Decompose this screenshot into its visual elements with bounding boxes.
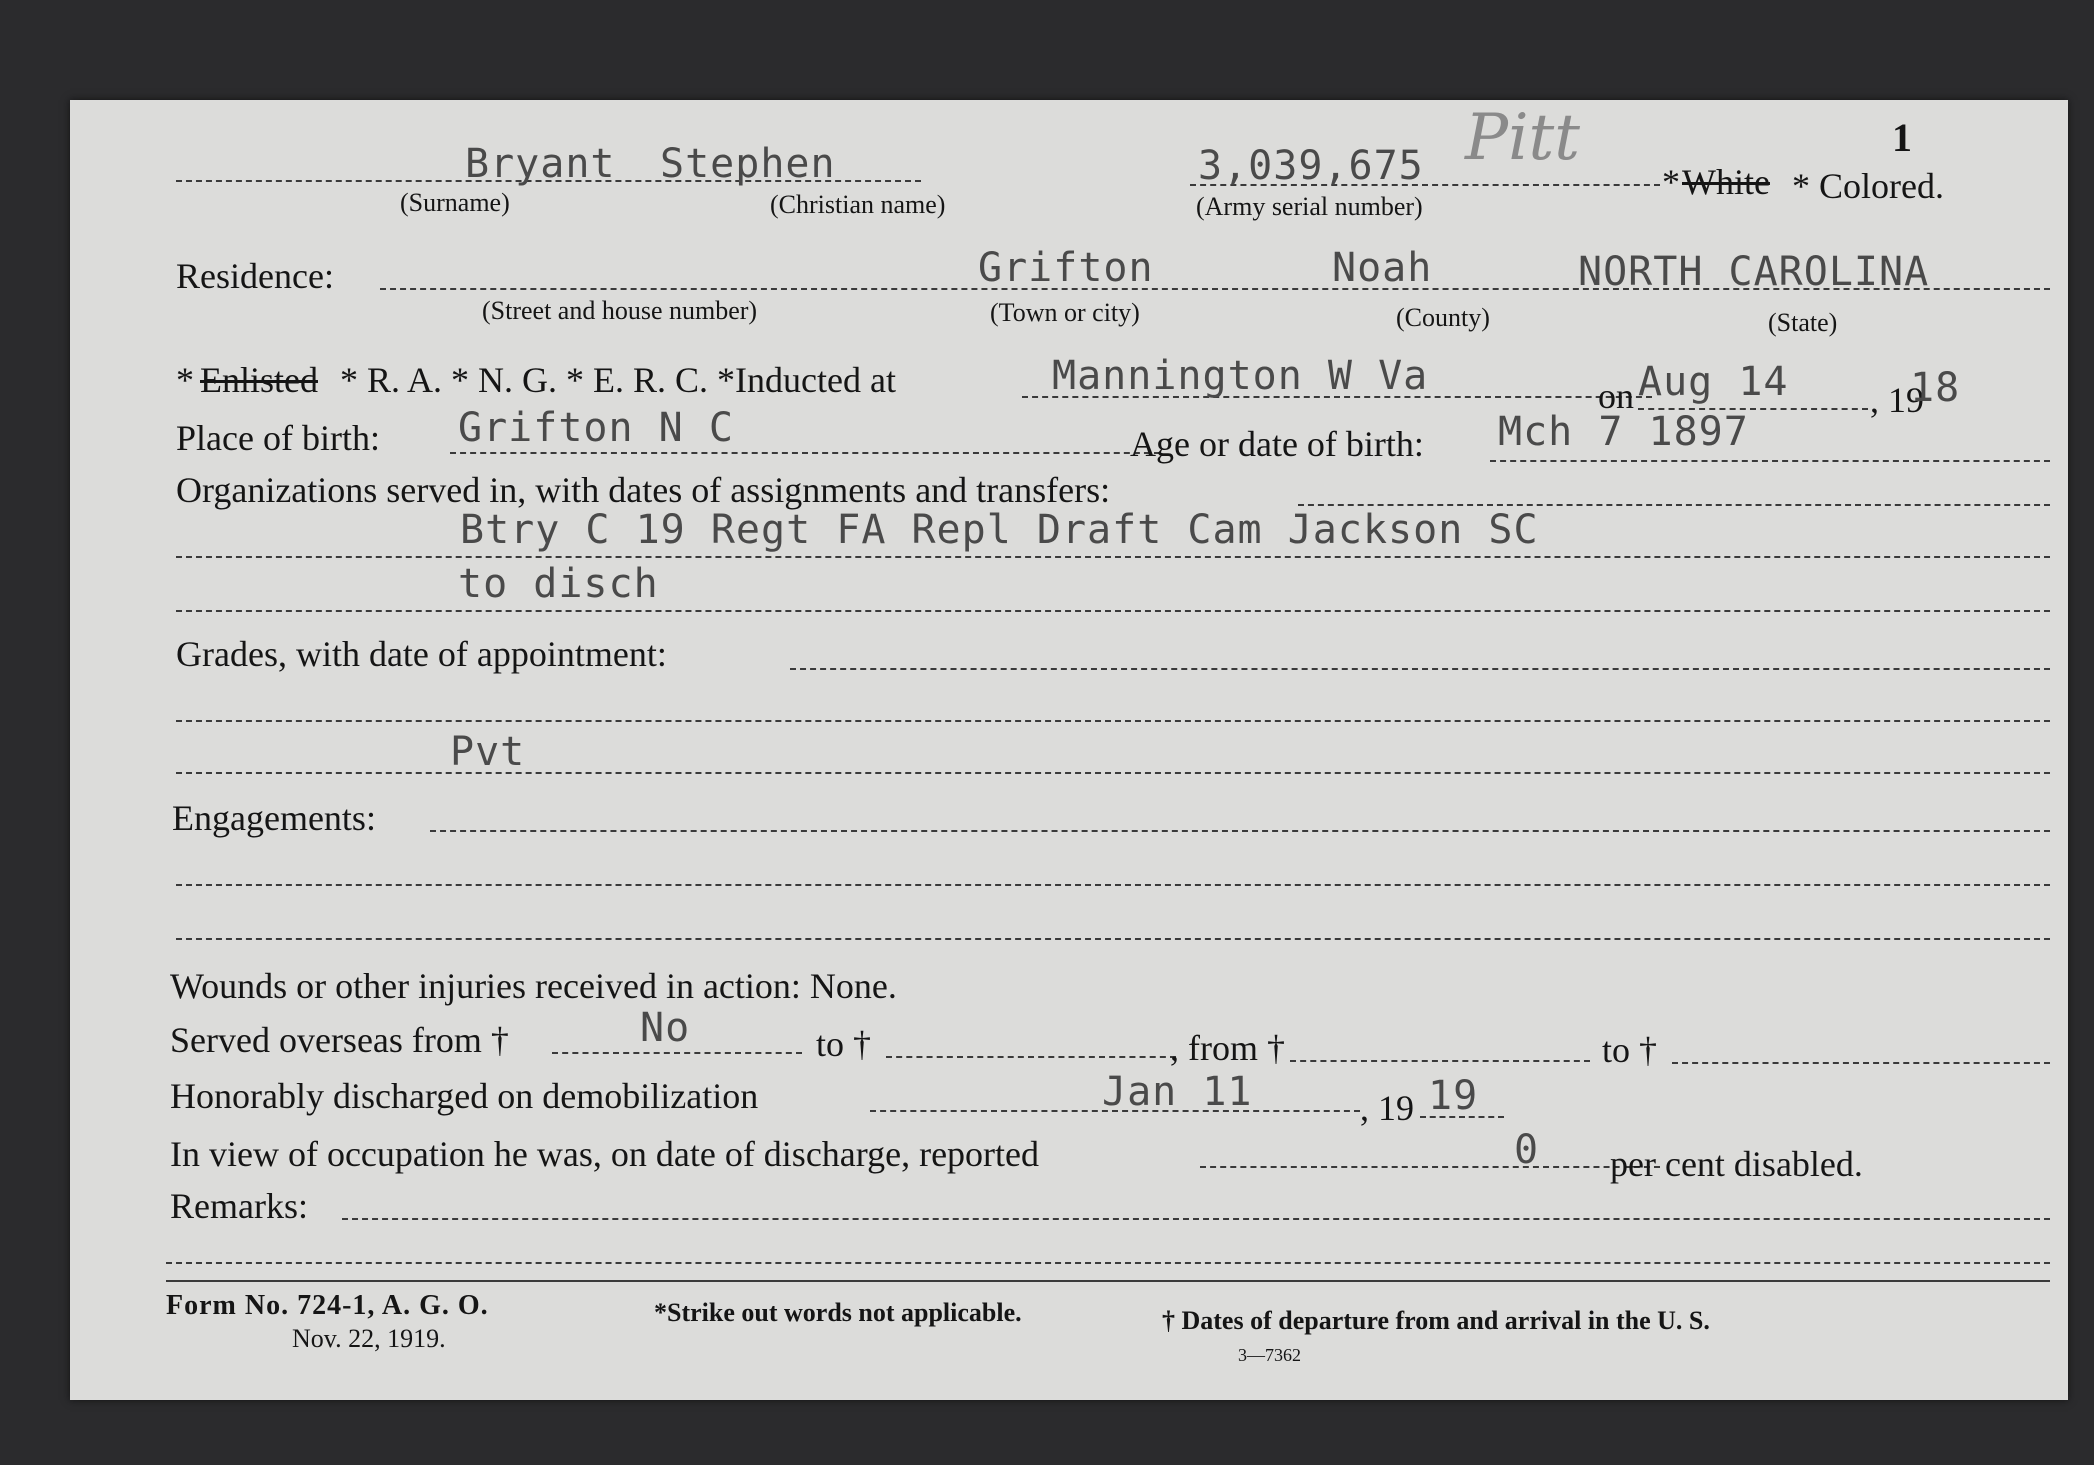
overseas-to-label: to † <box>816 1024 872 1064</box>
state-value: NORTH CAROLINA <box>1578 249 1930 295</box>
overseas-from-line <box>552 1052 802 1054</box>
grades-line-1 <box>176 720 2050 722</box>
overseas-to2-label: to † <box>1602 1030 1658 1070</box>
engagements-line-0 <box>430 830 2050 832</box>
town-caption: (Town or city) <box>990 298 1140 327</box>
overseas-from2-label: , from † <box>1170 1028 1285 1068</box>
surname-value: Bryant <box>465 141 616 187</box>
form-number: Form No. 724-1, A. G. O. <box>166 1290 489 1321</box>
disability-line <box>1200 1166 1660 1168</box>
engagements-line-2 <box>176 938 2050 940</box>
county-value: Noah <box>1332 245 1433 291</box>
organization-line-2: to disch <box>458 561 659 607</box>
remarks-line-1 <box>342 1218 2050 1220</box>
birth-place-line <box>450 452 1160 454</box>
christian-name-value: Stephen <box>660 141 836 187</box>
discharge-date-value: Jan 11 <box>1102 1069 1253 1115</box>
engagements-label: Engagements: <box>172 798 376 838</box>
state-caption: (State) <box>1768 308 1838 337</box>
grades-label: Grades, with date of appointment: <box>176 634 667 674</box>
town-value: Grifton <box>978 245 1154 291</box>
disability-suffix: per cent disabled. <box>1610 1144 1863 1184</box>
organizations-line-0 <box>1298 504 2050 506</box>
overseas-to-line <box>886 1056 1176 1058</box>
christian-name-caption: (Christian name) <box>770 190 946 219</box>
footer-rule <box>166 1280 2050 1282</box>
overseas-value: No <box>640 1005 691 1051</box>
birth-place-label: Place of birth: <box>176 418 380 458</box>
grades-line-0 <box>790 668 2050 670</box>
county-caption: (County) <box>1396 303 1490 332</box>
service-record-card <box>70 100 2068 1400</box>
birth-date-line <box>1490 460 2050 462</box>
remarks-label: Remarks: <box>170 1186 308 1226</box>
birth-date-value: Mch 7 1897 <box>1498 409 1749 455</box>
form-date: Nov. 22, 1919. <box>292 1324 446 1353</box>
overseas-from2-line <box>1290 1060 1590 1062</box>
surname-caption: (Surname) <box>400 188 510 217</box>
grade-value: Pvt <box>450 729 526 775</box>
engagements-line-1 <box>176 884 2050 886</box>
street-caption: (Street and house number) <box>482 296 758 325</box>
age-label: Age or date of birth: <box>1130 424 1424 464</box>
serial-caption: (Army serial number) <box>1196 192 1423 221</box>
residence-label: Residence: <box>176 256 334 296</box>
pitt-annotation: Pitt <box>1465 101 1580 175</box>
discharge-year-prefix: , 19 <box>1360 1088 1414 1128</box>
race-asterisk: * <box>1662 162 1680 202</box>
grades-line-2 <box>176 772 2050 774</box>
organization-line-1: Btry C 19 Regt FA Repl Draft Cam Jackson SC <box>460 507 1539 553</box>
birth-place-value: Grifton N C <box>458 405 734 451</box>
inducted-year-value: 18 <box>1910 365 1961 411</box>
inducted-year-prefix: , 19 <box>1870 380 1924 420</box>
service-options: * R. A. * N. G. * E. R. C. *Inducted at <box>340 360 896 400</box>
overseas-label: Served overseas from † <box>170 1020 509 1060</box>
inducted-date-value: Aug 14 <box>1638 359 1789 405</box>
organizations-line-1 <box>176 556 2050 558</box>
discharge-label: Honorably discharged on demobilization <box>170 1076 759 1116</box>
organizations-label: Organizations served in, with dates of assignments and transfers: <box>176 470 1111 510</box>
serial-number-value: 3,039,675 <box>1198 143 1424 189</box>
on-label: on <box>1598 376 1634 416</box>
print-code: 3—7362 <box>1238 1345 1301 1365</box>
race-white-struck: White <box>1682 162 1770 202</box>
disability-label: In view of occupation he was, on date of discharge, reported <box>170 1134 1040 1174</box>
organizations-line-2 <box>176 610 2050 612</box>
dates-note: † Dates of departure from and arrival in the U. S. <box>1162 1306 1710 1335</box>
disability-value: 0 <box>1514 1127 1540 1173</box>
wounds-label: Wounds or other injuries received in action: None. <box>170 966 897 1006</box>
card-number: 1 <box>1892 115 1912 160</box>
enlisted-asterisk: * <box>176 360 194 400</box>
enlisted-struck: Enlisted <box>200 360 318 400</box>
remarks-line-2 <box>166 1262 2050 1264</box>
strike-note: *Strike out words not applicable. <box>654 1298 1022 1327</box>
discharge-year-value: 19 <box>1428 1073 1479 1119</box>
race-colored: * Colored. <box>1792 166 1944 206</box>
overseas-to2-line <box>1672 1062 2050 1064</box>
inducted-place-value: Mannington W Va <box>1052 353 1429 399</box>
